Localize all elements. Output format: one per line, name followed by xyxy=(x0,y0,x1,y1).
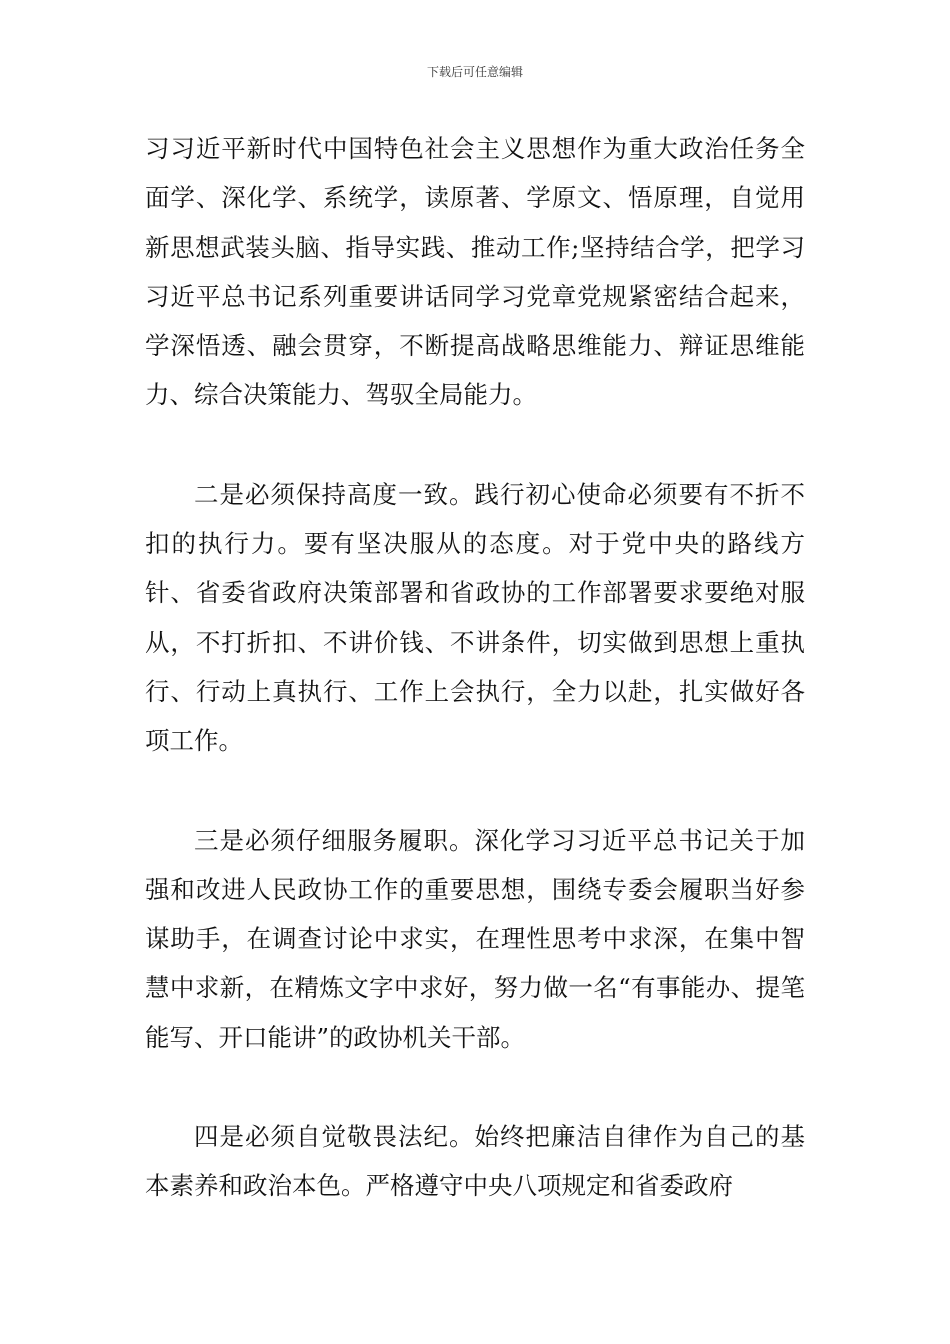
document-body xyxy=(145,124,805,1211)
page-header-note: 下载后可任意编辑 xyxy=(426,65,523,79)
paragraph-4: 四是必须自觉敬畏法纪。始终把廉洁自律作为自己的基本素养和政治本色。严格遵守中央八项规定和省委政府 xyxy=(145,1122,805,1201)
paragraph-1: 习习近平新时代中国特色社会主义思想作为重大政治任务全面学、深化学、系统学，读原著、学原文、悟原理，自觉用新思想武装头脑、指导实践、推动工作;坚持结合学，把学习习近平总书记系列重要讲话同学习党章党规紧密结合起来，学深悟透、融会贯穿，不断提高战略思维能力、辩证思维能力、综合决策能力、驾驭全局能力。 xyxy=(145,134,805,410)
paragraph-2: 二是必须保持高度一致。践行初心使命必须要有不折不扣的执行力。要有坚决服从的态度。对于党中央的路线方针、省委省政府决策部署和省政协的工作部署要求要绝对服从，不打折扣、不讲价钱、不讲条件，切实做到思想上重执行、行动上真执行、工作上会执行，全力以赴，扎实做好各项工作。 xyxy=(145,479,805,756)
paragraph-3: 三是必须仔细服务履职。深化学习习近平总书记关于加强和改进人民政协工作的重要思想，围绕专委会履职当好参谋助手，在调查讨论中求实，在理性思考中求深，在集中智慧中求新，在精炼文字中求好，努力做一名“有事能办、提笔能写、开口能讲”的政协机关干部。 xyxy=(145,825,805,1052)
